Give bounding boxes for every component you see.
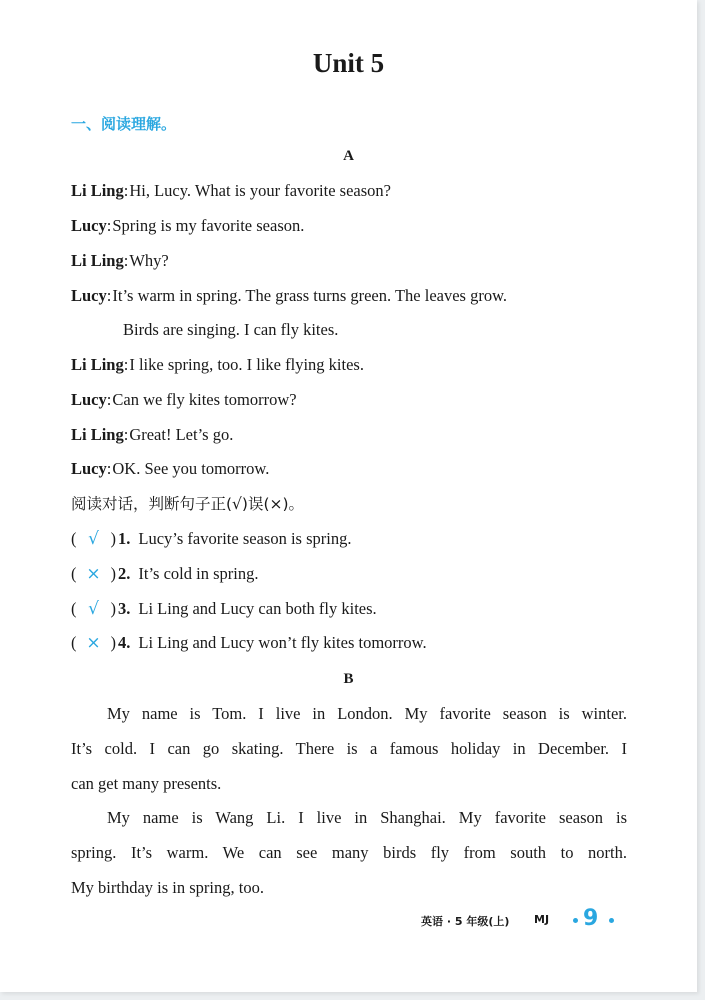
passage-a-letter: A — [343, 148, 354, 164]
dialogue-line: Lucy:Can we fly kites tomorrow? — [71, 390, 297, 409]
dialogue-text: Great! Let’s go. — [129, 425, 234, 444]
speaker-name: Lucy — [71, 216, 107, 235]
paragraph-line: It’s cold. I can go skating. There is a famous holiday in December. I — [71, 739, 627, 758]
speaker-name: Li Ling — [71, 251, 124, 270]
answer-mark: √ — [88, 599, 99, 619]
footer-edition: MJ — [534, 913, 550, 926]
question-text: It’s cold in spring. — [138, 564, 259, 583]
instruction-text: 阅读对话，判断句子正(√)误(×)。 — [71, 495, 305, 513]
speaker-name: Lucy — [71, 286, 107, 305]
dialogue-line: Lucy:It’s warm in spring. The grass turns green. The leaves grow. — [71, 286, 508, 305]
paragraph-line: spring. It’s warm. We can see many birds fly from south to north. — [71, 843, 627, 862]
dialogue-line: Li Ling:Great! Let’s go. — [71, 425, 234, 444]
footer-book-label: 英语 · 5 年级(上) — [421, 915, 510, 928]
dialogue-text: OK. See you tomorrow. — [112, 459, 270, 478]
question-item: ( √ ) 3. Li Ling and Lucy can both fly kites. — [71, 599, 377, 619]
dialogue-text: Spring is my favorite season. — [112, 216, 305, 235]
question-text: Li Ling and Lucy won’t fly kites tomorrow. — [138, 633, 427, 652]
dialogue-text: Hi, Lucy. What is your favorite season? — [129, 181, 391, 200]
dialogue-line: Li Ling:I like spring, too. I like flying kites. — [71, 355, 364, 374]
question-text: Lucy’s favorite season is spring. — [138, 529, 352, 548]
speaker-name: Lucy — [71, 390, 107, 409]
dialogue-line: Lucy:Spring is my favorite season. — [71, 216, 305, 235]
dialogue-line: Li Ling:Why? — [71, 251, 169, 270]
answer-mark: √ — [88, 529, 99, 549]
question-item: ( √ ) 1. Lucy’s favorite season is spring. — [71, 529, 352, 549]
dialogue-text: Why? — [129, 251, 169, 270]
dialogue-text: I like spring, too. I like flying kites. — [129, 355, 364, 374]
dialogue-line: Li Ling:Hi, Lucy. What is your favorite season? — [71, 181, 391, 200]
question-number: 4. — [118, 633, 131, 652]
paragraph-line: My name is Tom. I live in London. My favorite season is winter. — [107, 704, 627, 723]
page-number-dot-right — [609, 918, 614, 923]
dialogue-line: Lucy:OK. See you tomorrow. — [71, 459, 270, 478]
page-title: Unit 5 — [312, 48, 385, 78]
speaker-name: Li Ling — [71, 425, 124, 444]
question-item: ( × ) 4. Li Ling and Lucy won’t fly kites tomorrow. — [71, 633, 427, 653]
question-number: 1. — [118, 529, 131, 548]
answer-mark: × — [86, 633, 101, 653]
section-heading: 一、阅读理解。 — [71, 115, 177, 133]
dialogue-text: It’s warm in spring. The grass turns green. The leaves grow. — [112, 286, 508, 305]
answer-mark: × — [86, 564, 101, 584]
dialogue-text: Can we fly kites tomorrow? — [112, 390, 297, 409]
dialogue-continuation: Birds are singing. I can fly kites. — [123, 320, 339, 339]
question-number: 2. — [118, 564, 131, 583]
question-text: Li Ling and Lucy can both fly kites. — [138, 599, 377, 618]
question-number: 3. — [118, 599, 131, 618]
page-number-dot-left — [573, 918, 578, 923]
paragraph-line: My name is Wang Li. I live in Shanghai. My favorite season is — [107, 808, 627, 827]
question-item: ( × ) 2. It’s cold in spring. — [71, 564, 259, 584]
speaker-name: Li Ling — [71, 181, 124, 200]
passage-b-letter: B — [343, 671, 354, 687]
paragraph-line: My birthday is in spring, too. — [71, 878, 264, 897]
speaker-name: Lucy — [71, 459, 107, 478]
speaker-name: Li Ling — [71, 355, 124, 374]
page-number: 9 — [583, 906, 599, 931]
paragraph-line: can get many presents. — [71, 774, 222, 793]
